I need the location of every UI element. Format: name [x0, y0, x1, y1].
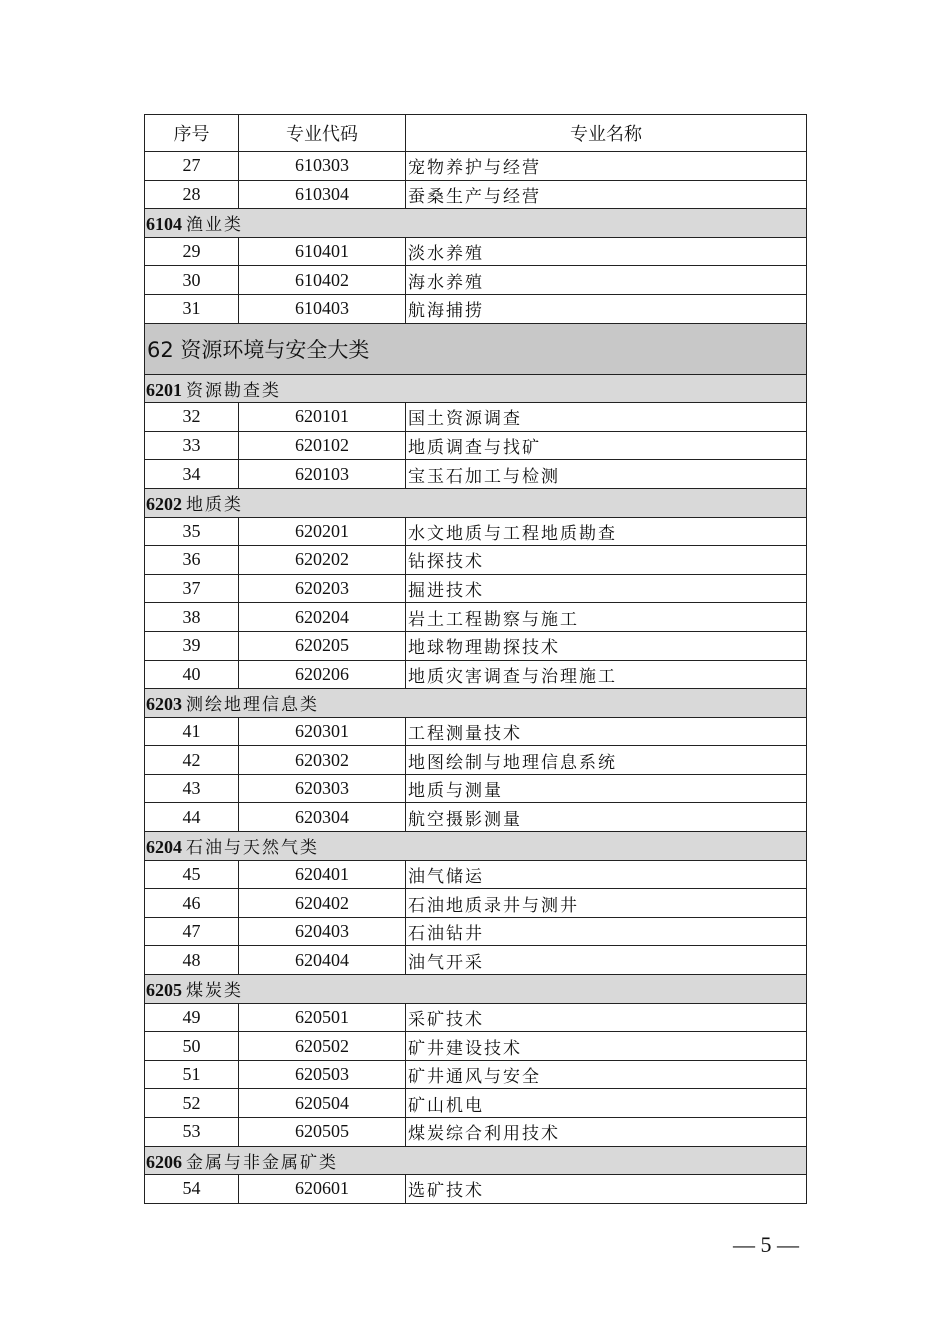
row-name: 油气储运	[406, 860, 807, 889]
row-code: 620503	[239, 1060, 406, 1089]
category-row	[145, 689, 807, 718]
row-name: 采矿技术	[406, 1003, 807, 1032]
major-category-row	[145, 323, 807, 374]
row-name: 矿山机电	[406, 1089, 807, 1118]
row-name: 水文地质与工程地质勘查	[406, 517, 807, 546]
table-row	[145, 917, 807, 946]
row-name: 石油钻井	[406, 917, 807, 946]
row-code: 620403	[239, 917, 406, 946]
row-name: 蚕桑生产与经营	[406, 180, 807, 209]
table-header-row	[145, 115, 807, 152]
row-serial: 38	[145, 603, 239, 632]
row-name: 地质与测量	[406, 774, 807, 803]
header-code: 专业代码	[239, 115, 406, 152]
row-code: 620402	[239, 889, 406, 918]
category-code: 6202	[146, 494, 182, 515]
row-serial: 48	[145, 946, 239, 975]
row-code: 610401	[239, 237, 406, 266]
category-row	[145, 832, 807, 861]
table-row	[145, 1089, 807, 1118]
category-row	[145, 975, 807, 1004]
row-code: 620404	[239, 946, 406, 975]
category-cell	[145, 374, 807, 403]
row-name: 工程测量技术	[406, 717, 807, 746]
row-name: 淡水养殖	[406, 237, 807, 266]
page-number: — 5 —	[733, 1232, 799, 1257]
table-row	[145, 746, 807, 775]
row-code: 620202	[239, 546, 406, 575]
row-name: 宠物养护与经营	[406, 152, 807, 181]
table-row	[145, 1175, 807, 1204]
table-row	[145, 717, 807, 746]
row-code: 620201	[239, 517, 406, 546]
row-name: 选矿技术	[406, 1175, 807, 1204]
table-row	[145, 603, 807, 632]
row-name: 地质调查与找矿	[406, 431, 807, 460]
category-cell	[145, 1146, 807, 1175]
row-code: 620102	[239, 431, 406, 460]
row-code: 620203	[239, 574, 406, 603]
category-name: 煤炭类	[186, 981, 243, 1002]
table-row	[145, 803, 807, 832]
row-serial: 40	[145, 660, 239, 689]
category-code: 6205	[146, 980, 182, 1001]
row-serial: 49	[145, 1003, 239, 1032]
row-name: 钻探技术	[406, 546, 807, 575]
table-row	[145, 237, 807, 266]
row-serial: 29	[145, 237, 239, 266]
row-serial: 39	[145, 631, 239, 660]
row-code: 620302	[239, 746, 406, 775]
table-row	[145, 1032, 807, 1061]
category-cell	[145, 689, 807, 718]
category-row	[145, 1146, 807, 1175]
row-serial: 53	[145, 1118, 239, 1147]
row-serial: 42	[145, 746, 239, 775]
table-body	[145, 152, 807, 1204]
row-code: 620301	[239, 717, 406, 746]
table-row	[145, 460, 807, 489]
row-code: 620505	[239, 1118, 406, 1147]
category-name: 石油与天然气类	[186, 838, 319, 859]
row-serial: 45	[145, 860, 239, 889]
category-cell	[145, 975, 807, 1004]
major-category-title: 62 资源环境与安全大类	[145, 323, 807, 374]
row-serial: 44	[145, 803, 239, 832]
row-code: 620205	[239, 631, 406, 660]
row-serial: 33	[145, 431, 239, 460]
table-row	[145, 517, 807, 546]
table-row	[145, 574, 807, 603]
table-row	[145, 1118, 807, 1147]
row-name: 地图绘制与地理信息系统	[406, 746, 807, 775]
row-name: 煤炭综合利用技术	[406, 1118, 807, 1147]
row-code: 620303	[239, 774, 406, 803]
row-code: 610304	[239, 180, 406, 209]
row-serial: 51	[145, 1060, 239, 1089]
row-code: 620304	[239, 803, 406, 832]
row-code: 610303	[239, 152, 406, 181]
row-name: 矿井通风与安全	[406, 1060, 807, 1089]
row-serial: 52	[145, 1089, 239, 1118]
row-code: 620502	[239, 1032, 406, 1061]
category-row	[145, 209, 807, 238]
category-row	[145, 374, 807, 403]
category-cell	[145, 209, 807, 238]
row-serial: 27	[145, 152, 239, 181]
category-code: 6104	[146, 214, 182, 235]
table-row	[145, 860, 807, 889]
table-row	[145, 431, 807, 460]
table-row	[145, 660, 807, 689]
row-name: 海水养殖	[406, 266, 807, 295]
category-code: 6201	[146, 379, 182, 400]
row-name: 岩土工程勘察与施工	[406, 603, 807, 632]
row-serial: 50	[145, 1032, 239, 1061]
table-row	[145, 1003, 807, 1032]
row-serial: 31	[145, 294, 239, 323]
row-serial: 46	[145, 889, 239, 918]
category-cell	[145, 832, 807, 861]
row-serial: 36	[145, 546, 239, 575]
row-name: 航空摄影测量	[406, 803, 807, 832]
row-serial: 41	[145, 717, 239, 746]
table-row	[145, 266, 807, 295]
row-name: 航海捕捞	[406, 294, 807, 323]
row-name: 宝玉石加工与检测	[406, 460, 807, 489]
table-row	[145, 631, 807, 660]
table-row	[145, 774, 807, 803]
table-row	[145, 1060, 807, 1089]
category-name: 地质类	[186, 495, 243, 516]
category-name: 金属与非金属矿类	[186, 1152, 338, 1173]
row-name: 国土资源调查	[406, 403, 807, 432]
row-serial: 28	[145, 180, 239, 209]
row-name: 石油地质录井与测井	[406, 889, 807, 918]
table-row	[145, 946, 807, 975]
category-code: 6206	[146, 1151, 182, 1172]
row-serial: 43	[145, 774, 239, 803]
row-code: 620504	[239, 1089, 406, 1118]
category-code: 6204	[146, 837, 182, 858]
row-code: 610403	[239, 294, 406, 323]
row-name: 油气开采	[406, 946, 807, 975]
row-name: 地质灾害调查与治理施工	[406, 660, 807, 689]
table-row	[145, 180, 807, 209]
category-row	[145, 488, 807, 517]
table-row	[145, 889, 807, 918]
row-serial: 30	[145, 266, 239, 295]
category-name: 测绘地理信息类	[186, 695, 319, 716]
table-row	[145, 546, 807, 575]
table-row	[145, 403, 807, 432]
majors-table	[144, 114, 807, 1204]
row-serial: 54	[145, 1175, 239, 1204]
row-code: 620401	[239, 860, 406, 889]
row-code: 620204	[239, 603, 406, 632]
table-row	[145, 294, 807, 323]
row-serial: 47	[145, 917, 239, 946]
row-code: 620501	[239, 1003, 406, 1032]
row-serial: 32	[145, 403, 239, 432]
row-serial: 34	[145, 460, 239, 489]
header-name: 专业名称	[406, 115, 807, 152]
row-name: 矿井建设技术	[406, 1032, 807, 1061]
header-serial: 序号	[145, 115, 239, 152]
category-name: 渔业类	[186, 215, 243, 236]
row-code: 610402	[239, 266, 406, 295]
category-cell	[145, 488, 807, 517]
row-serial: 37	[145, 574, 239, 603]
row-code: 620601	[239, 1175, 406, 1204]
row-name: 掘进技术	[406, 574, 807, 603]
row-code: 620103	[239, 460, 406, 489]
table-row	[145, 152, 807, 181]
category-name: 资源勘查类	[186, 380, 281, 401]
row-code: 620206	[239, 660, 406, 689]
row-code: 620101	[239, 403, 406, 432]
category-code: 6203	[146, 694, 182, 715]
row-serial: 35	[145, 517, 239, 546]
row-name: 地球物理勘探技术	[406, 631, 807, 660]
